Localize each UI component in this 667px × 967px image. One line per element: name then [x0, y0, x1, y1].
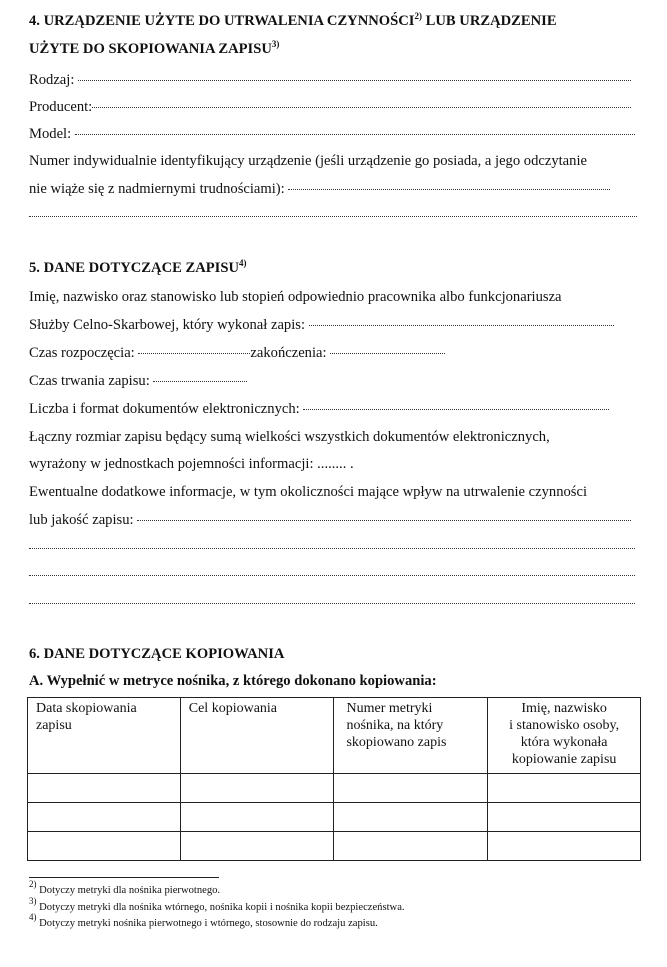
dotted-line: [29, 207, 637, 225]
field-numer-line1: Numer indywidualnie identyfikujący urządzenie (jeśli urządzenie go posiada, a jego odczytanie: [29, 153, 587, 169]
header-data-skopiowania: Data skopiowania zapisu: [28, 698, 181, 774]
table-row: [28, 803, 641, 832]
table-row: [28, 832, 641, 861]
table-cell[interactable]: [180, 803, 334, 832]
header-cel-kopiowania: Cel kopiowania: [180, 698, 334, 774]
section5-heading: 5. DANE DOTYCZĄCE ZAPISU$^{4)}$: [29, 258, 247, 276]
field-liczba: Liczba i format dokumentów elektronicznych:: [29, 400, 609, 418]
table-cell[interactable]: [488, 832, 641, 861]
table-cell[interactable]: [180, 832, 334, 861]
table-cell[interactable]: [488, 774, 641, 803]
field-ewent-line2: lub jakość zapisu:: [29, 511, 631, 529]
table-cell[interactable]: [28, 774, 181, 803]
field-rodzaj: Rodzaj:: [29, 71, 631, 89]
header-imie-osoby: Imię, nazwisko i stanowisko osoby, która wykonała kopiowanie zapisu: [488, 698, 641, 774]
header-numer-metryki: Numer metryki nośnika, na który skopiowano zapis: [334, 698, 488, 774]
section4-heading-line2: UŻYTE DO SKOPIOWANIA ZAPISU$^{3)}$: [29, 39, 280, 57]
section4-heading: 4. URZĄDZENIE UŻYTE DO UTRWALENIA CZYNNOŚCI$^{2)}$ LUB URZĄDZENIE: [29, 11, 557, 29]
footnote-4: $^{4)}$ Dotyczy metryki nośnika pierwotnego i wtórnego, stosownie do rodzaju zapisu.: [29, 912, 378, 929]
section6-subheading: A. Wypełnić w metryce nośnika, z którego dokonano kopiowania:: [29, 673, 437, 689]
dotted-line: [29, 594, 635, 612]
field-imie-line1: Imię, nazwisko oraz stanowisko lub stopień odpowiednio pracownika albo funkcjonariusza: [29, 289, 562, 305]
table-cell[interactable]: [334, 832, 488, 861]
table-cell[interactable]: [28, 832, 181, 861]
footnote-3: $^{3)}$ Dotyczy metryki dla nośnika wtórnego, nośnika kopii i nośnika kopii bezpieczeństwa.: [29, 896, 405, 913]
table-cell[interactable]: [334, 803, 488, 832]
footnote-separator: [29, 877, 219, 878]
table-cell[interactable]: [28, 803, 181, 832]
table-row: [28, 774, 641, 803]
field-czas-trwania: Czas trwania zapisu:: [29, 372, 247, 390]
table-cell[interactable]: [180, 774, 334, 803]
field-laczny-line1: Łączny rozmiar zapisu będący sumą wielkości wszystkich dokumentów elektronicznych,: [29, 429, 550, 445]
field-model: Model:: [29, 125, 635, 143]
field-numer-line2: nie wiąże się z nadmiernymi trudnościami):: [29, 180, 610, 198]
field-imie-line2: Służby Celno-Skarbowej, który wykonał zapis:: [29, 316, 614, 334]
dotted-line: [29, 566, 635, 584]
field-czas-rozpoczecia: Czas rozpoczęcia: zakończenia:: [29, 344, 445, 362]
field-ewent-line1: Ewentualne dodatkowe informacje, w tym okoliczności mające wpływ na utrwalenie czynności: [29, 484, 588, 500]
section6-heading: 6. DANE DOTYCZĄCE KOPIOWANIA: [29, 646, 285, 662]
table-header-row: [28, 698, 641, 774]
footnote-2: $^{2)}$ Dotyczy metryki dla nośnika pierwotnego.: [29, 879, 221, 896]
copy-table: [27, 697, 641, 861]
table-cell[interactable]: [488, 803, 641, 832]
field-laczny-line2: wyrażony w jednostkach pojemności informacji: ........ .: [29, 456, 354, 472]
dotted-line: [29, 539, 635, 557]
field-producent: Producent:: [29, 98, 631, 116]
table-cell[interactable]: [334, 774, 488, 803]
